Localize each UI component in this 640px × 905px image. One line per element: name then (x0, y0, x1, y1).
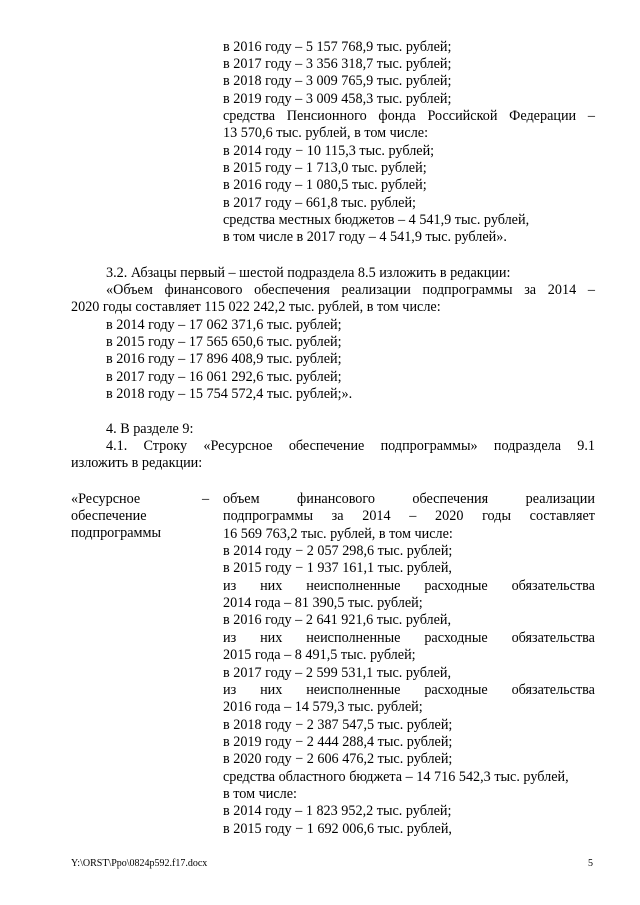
text-line: в 2018 году – 3 009 765,9 тыс. рублей; (223, 73, 452, 89)
text-line: в 2015 году – 1 713,0 тыс. рублей; (223, 160, 427, 176)
text-line: в том числе в 2017 году – 4 541,9 тыс. рублей». (223, 229, 507, 245)
text-line: в 2019 году – 3 009 458,3 тыс. рублей; (223, 91, 452, 107)
page-number: 5 (588, 858, 593, 869)
pension-fund-line: средства Пенсионного фонда Российской Федерации – (223, 108, 595, 124)
table-left-label: подпрограммы (71, 525, 161, 541)
footer-file-path: Y:\ORST\Ppo\0824p592.f17.docx (71, 858, 208, 869)
table-right-line: из них неисполненные расходные обязательства (223, 682, 595, 698)
text-line: в 2016 году – 5 157 768,9 тыс. рублей; (223, 39, 452, 55)
item-4-1-line: 4.1. Строку «Ресурсное обеспечение подпрограммы» подраздела 9.1 (106, 438, 595, 454)
table-right-line: 2014 года – 81 390,5 тыс. рублей; (223, 595, 423, 611)
text-line: в 2014 году – 17 062 371,6 тыс. рублей; (106, 317, 342, 333)
table-right-line: в 2016 году – 2 641 921,6 тыс. рублей, (223, 612, 452, 628)
table-right-line: средства областного бюджета – 14 716 542,3 тыс. рублей, (223, 769, 569, 785)
text-line: в 2017 году – 3 356 318,7 тыс. рублей; (223, 56, 452, 72)
text-line: в 2016 году – 17 896 408,9 тыс. рублей; (106, 351, 342, 367)
table-right-line: 2016 года – 14 579,3 тыс. рублей; (223, 699, 423, 715)
table-right-line: в 2014 году − 2 057 298,6 тыс. рублей; (223, 543, 453, 559)
text-line: в 2015 году – 17 565 650,6 тыс. рублей; (106, 334, 342, 350)
text-line: в 2017 году – 661,8 тыс. рублей; (223, 195, 416, 211)
table-right-line: 2015 года – 8 491,5 тыс. рублей; (223, 647, 416, 663)
table-left-label: обеспечение (71, 508, 147, 524)
table-right-line: из них неисполненные расходные обязательства (223, 630, 595, 646)
table-right-line: 16 569 763,2 тыс. рублей, в том числе: (223, 526, 453, 542)
text-line: 2020 годы составляет 115 022 242,2 тыс. рублей, в том числе: (71, 299, 441, 315)
text-line: в 2014 году − 10 115,3 тыс. рублей; (223, 143, 435, 159)
table-right-line: из них неисполненные расходные обязательства (223, 578, 595, 594)
quote-line: «Объем финансового обеспечения реализации подпрограммы за 2014 – (106, 282, 595, 298)
text-line: в 2017 году – 16 061 292,6 тыс. рублей; (106, 369, 342, 385)
table-right-line: в 2017 году – 2 599 531,1 тыс. рублей, (223, 665, 452, 681)
table-right-line: в 2015 году − 1 937 161,1 тыс. рублей, (223, 560, 452, 576)
text-line: в 2018 году – 15 754 572,4 тыс. рублей;». (106, 386, 353, 402)
text-line: 13 570,6 тыс. рублей, в том числе: (223, 125, 429, 141)
table-right-line: в том числе: (223, 786, 297, 802)
text-line: средства местных бюджетов – 4 541,9 тыс. рублей, (223, 212, 530, 228)
table-right-line: в 2014 году – 1 823 952,2 тыс. рублей; (223, 803, 452, 819)
table-right-line: в 2018 году − 2 387 547,5 тыс. рублей; (223, 717, 453, 733)
table-dash: – (202, 491, 210, 507)
text-line: изложить в редакции: (71, 455, 203, 471)
table-right-line: подпрограммы за 2014 – 2020 годы составляет (223, 508, 595, 524)
table-right-line: в 2015 году − 1 692 006,6 тыс. рублей, (223, 821, 452, 837)
section-heading: 3.2. Абзацы первый – шестой подраздела 8.5 изложить в редакции: (106, 265, 511, 281)
table-right-line: в 2019 году − 2 444 288,4 тыс. рублей; (223, 734, 453, 750)
section-heading: 4. В разделе 9: (106, 421, 194, 437)
text-line: в 2016 году – 1 080,5 тыс. рублей; (223, 177, 427, 193)
table-right-line: объем финансового обеспечения реализации (223, 491, 595, 507)
table-left-label: «Ресурсное (71, 491, 141, 507)
table-right-line: в 2020 году − 2 606 476,2 тыс. рублей; (223, 751, 453, 767)
